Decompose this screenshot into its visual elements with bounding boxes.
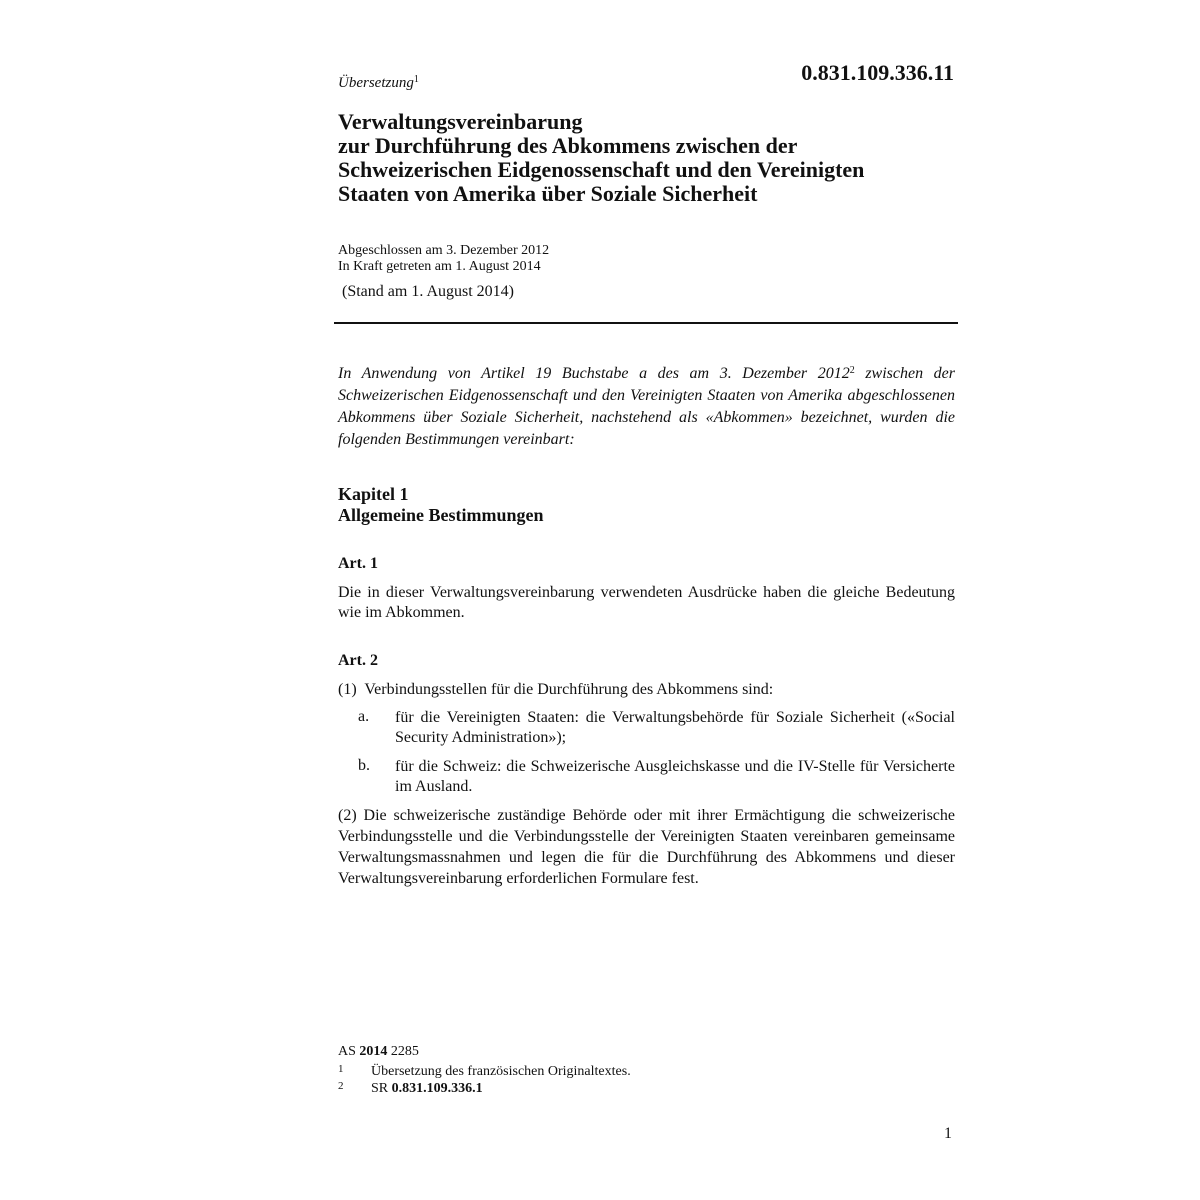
list-item-text: für die Vereinigten Staaten: die Verwaltungsbehörde für Soziale Sicherheit («Social Security Administration»); [395, 709, 955, 746]
title-rule [334, 322, 958, 324]
title-line: zur Durchführung des Abkommens zwischen der [338, 133, 798, 158]
preamble-text-end: zwischen der Schweizerischen Eidgenossenschaft und den Vereinigten Staaten von Amerika abgeschlossenen Abkommens über Soziale Sicherheit, nachstehend als «Abkommen» bezeichnet, wurden die folgenden Bestimmungen vereinbart: [338, 365, 955, 448]
chapter-heading [338, 484, 543, 526]
footnote-1 [338, 1064, 631, 1080]
sr-number: 0.831.109.336.11 [801, 60, 954, 85]
page-number: 1 [944, 1125, 952, 1142]
article-2-paragraph-2: (2) Die schweizerische zuständige Behörde oder mit ihrer Ermächtigung die schweizerische Verbindungsstelle und die Verbindungsstelle der Vereinigten Staaten vereinbaren gemeinsame Verwaltungsmassnahmen und legen die für die Durchführung des Abkommens und dieser Verwaltungsvereinbarung erforderlichen Formulare fest. [338, 807, 955, 887]
as-prefix: AS [338, 1044, 360, 1059]
list-marker: b. [358, 757, 370, 774]
as-page: 2285 [387, 1044, 419, 1059]
status-date: (Stand am 1. August 2014) [342, 283, 514, 300]
footnote-ref-2: 2 [849, 365, 855, 376]
title-line: Staaten von Amerika über Soziale Sicherheit [338, 181, 758, 206]
footnote-ref-1: 1 [413, 74, 419, 85]
title-line: Verwaltungsvereinbarung [338, 109, 583, 134]
translation-label-text: Übersetzung [338, 75, 414, 91]
article-2-heading: Art. 2 [338, 652, 378, 669]
list-item-b [358, 757, 955, 797]
article-1-heading: Art. 1 [338, 555, 378, 572]
chapter-number: Kapitel 1 [338, 484, 409, 504]
title-line: Schweizerischen Eidgenossenschaft und den Vereinigten [338, 157, 865, 182]
footnote-text: Übersetzung des französischen Originaltextes. [371, 1064, 631, 1079]
sr-prefix: SR [371, 1081, 392, 1096]
footnote-2 [338, 1081, 483, 1097]
translation-label [338, 74, 419, 92]
article-2-paragraph-1: (1) Verbindungsstellen für die Durchführung des Abkommens sind: [338, 681, 774, 698]
chapter-title: Allgemeine Bestimmungen [338, 505, 544, 525]
preamble [338, 360, 955, 451]
document-title [338, 110, 958, 206]
list-marker: a. [358, 708, 370, 725]
article-1-text: Die in dieser Verwaltungsvereinbarung verwendeten Ausdrücke haben die gleiche Bedeutung wie im Abkommen. [338, 584, 955, 621]
list-item-a [358, 708, 955, 748]
official-collection-reference [338, 1044, 419, 1060]
dates-block [338, 243, 549, 275]
list-item-text: für die Schweiz: die Schweizerische Ausgleichskasse und die IV-Stelle für Versicherte im Ausland. [395, 758, 955, 795]
concluded-date: Abgeschlossen am 3. Dezember 2012 [338, 243, 550, 258]
in-force-date: In Kraft getreten am 1. August 2014 [338, 259, 541, 274]
footnote-text [371, 1081, 483, 1097]
preamble-text-start: In Anwendung von Artikel 19 Buchstabe a des am 3. Dezember 2012 [338, 365, 850, 382]
as-year: 2014 [359, 1044, 388, 1059]
footnote-number: 2 [338, 1080, 344, 1092]
footnote-number: 1 [338, 1063, 344, 1075]
sr-reference: 0.831.109.336.1 [391, 1081, 483, 1096]
